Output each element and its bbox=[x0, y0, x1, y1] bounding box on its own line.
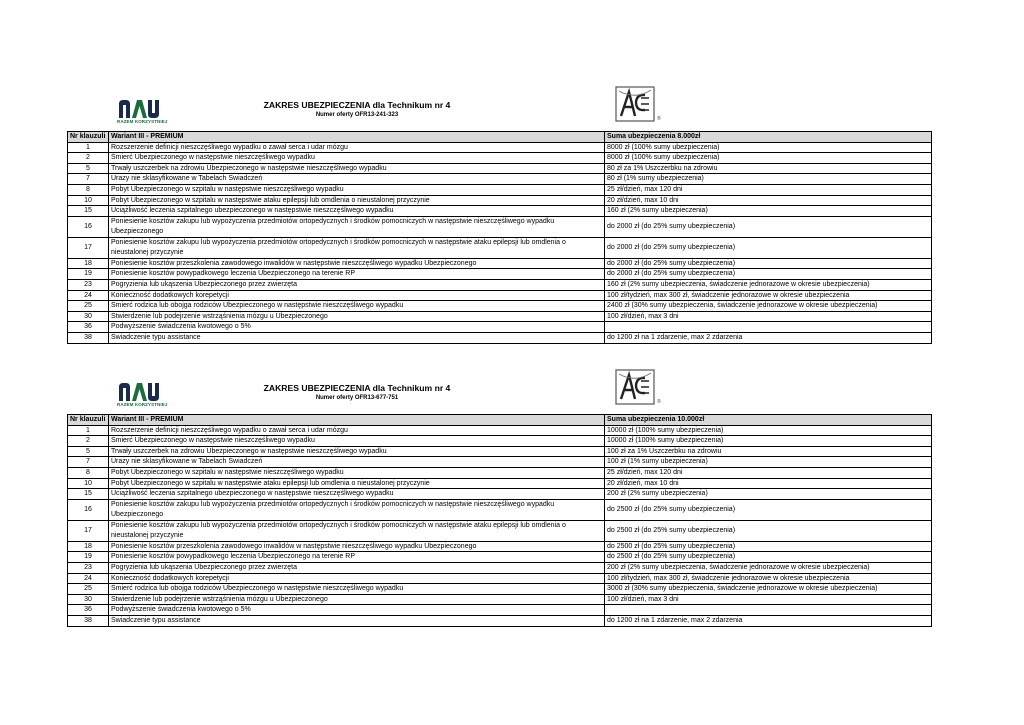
clause-number: 5 bbox=[68, 446, 109, 457]
clause-number: 19 bbox=[68, 269, 109, 280]
table-row bbox=[68, 615, 932, 626]
table-row bbox=[68, 163, 932, 174]
clause-benefit: do 1200 zł na 1 zdarzenie, max 2 zdarzenia bbox=[605, 615, 932, 626]
clause-description: Pogryzienia lub ukąszenia Ubezpieczonego przez zwierzęta bbox=[109, 562, 605, 573]
clause-description: Konieczność dodatkowych korepetycji bbox=[109, 573, 605, 584]
clause-number: 17 bbox=[68, 520, 109, 541]
clause-number: 24 bbox=[68, 573, 109, 584]
clause-benefit: 200 zł (2% sumy ubezpieczenia, świadczenie jednorazowe w okresie ubezpieczenia) bbox=[605, 562, 932, 573]
clause-description: Pobyt Ubezpieczonego w szpitalu w następstwie ataku epilepsji lub omdlenia o nieustalonej przyczynie bbox=[109, 478, 605, 489]
clause-description: Pobyt Ubezpieczonego w szpitalu w następstwie nieszczęśliwego wypadku bbox=[109, 467, 605, 478]
clause-description: Śmierć Ubezpieczonego w następstwie nieszczęśliwego wypadku bbox=[109, 436, 605, 447]
clause-benefit: do 2000 zł (do 25% sumy ubezpieczenia) bbox=[605, 258, 932, 269]
clause-benefit: do 2500 zł (do 25% sumy ubezpieczenia) bbox=[605, 552, 932, 563]
table-row bbox=[68, 594, 932, 605]
table-row bbox=[68, 216, 932, 237]
clause-description: Pogryzienia lub ukąszenia Ubezpieczonego przez zwierzęta bbox=[109, 279, 605, 290]
table-row bbox=[68, 142, 932, 153]
clause-number: 30 bbox=[68, 311, 109, 322]
clause-description: Uciążliwość leczenia szpitalnego ubezpieczonego w następstwie nieszczęśliwego wypadku bbox=[109, 206, 605, 217]
table-row bbox=[68, 195, 932, 206]
clause-description: Uciążliwość leczenia szpitalnego ubezpieczonego w następstwie nieszczęśliwego wypadku bbox=[109, 489, 605, 500]
table-row bbox=[68, 301, 932, 312]
table-row bbox=[68, 541, 932, 552]
title-block bbox=[217, 383, 497, 402]
offer-section-2 bbox=[67, 381, 931, 624]
table-row bbox=[68, 311, 932, 322]
clause-description: Poniesienie kosztów przeszkolenia zawodowego inwalidów w następstwie nieszczęśliwego wypadku Ubezpieczonego bbox=[109, 541, 605, 552]
table-row bbox=[68, 467, 932, 478]
clause-benefit: 100 zł za 1% Uszczerbku na zdrowiu bbox=[605, 446, 932, 457]
clause-number: 7 bbox=[68, 457, 109, 468]
clause-number: 10 bbox=[68, 195, 109, 206]
clause-number: 36 bbox=[68, 322, 109, 333]
clause-number: 1 bbox=[68, 142, 109, 153]
clause-benefit: 100 zł (1% sumy ubezpieczenia) bbox=[605, 457, 932, 468]
table-row bbox=[68, 184, 932, 195]
clause-number: 5 bbox=[68, 163, 109, 174]
clause-number: 8 bbox=[68, 467, 109, 478]
clause-benefit: 200 zł (2% sumy ubezpieczenia) bbox=[605, 489, 932, 500]
clause-description: Świadczenie typu assistance bbox=[109, 332, 605, 343]
ace-seal-icon bbox=[615, 86, 655, 122]
clause-description: Urazy nie sklasyfikowane w Tabelach Świadczeń bbox=[109, 457, 605, 468]
table-row bbox=[68, 332, 932, 343]
table-row bbox=[68, 605, 932, 616]
table-row bbox=[68, 258, 932, 269]
clause-benefit bbox=[605, 322, 932, 333]
clause-benefit: do 2500 zł (do 25% sumy ubezpieczenia) bbox=[605, 499, 932, 520]
clause-benefit: 2400 zł (30% sumy ubezpieczenia, świadczenie jednorazowe w okresie ubezpieczenia) bbox=[605, 301, 932, 312]
page-title: ZAKRES UBEZPIECZENIA dla Technikum nr 4 bbox=[263, 100, 451, 110]
clause-number: 15 bbox=[68, 489, 109, 500]
clause-benefit: do 2500 zł (do 25% sumy ubezpieczenia) bbox=[605, 520, 932, 541]
nau-logo bbox=[117, 98, 168, 128]
clause-number: 10 bbox=[68, 478, 109, 489]
clause-benefit: 25 zł/dzień, max 120 dni bbox=[605, 467, 932, 478]
logo-tagline: RAZEM KORZYSTNIEJ bbox=[117, 402, 168, 407]
clause-benefit: do 2000 zł (do 25% sumy ubezpieczenia) bbox=[605, 269, 932, 280]
offer-number: Numer oferty OFR13-241-323 bbox=[315, 112, 399, 118]
table-row bbox=[68, 290, 932, 301]
col-header-nr: Nr klauzuli bbox=[68, 132, 109, 143]
clause-description: Podwyższenie świadczenia kwotowego o 5% bbox=[109, 605, 605, 616]
clause-benefit bbox=[605, 605, 932, 616]
clause-number: 16 bbox=[68, 216, 109, 237]
table-row bbox=[68, 174, 932, 185]
clause-description: Rozszerzenie definicji nieszczęśliwego wypadku o zawał serca i udar mózgu bbox=[109, 142, 605, 153]
clause-number: 2 bbox=[68, 436, 109, 447]
col-header-sum: Suma ubezpieczenia 8.000zł bbox=[605, 132, 932, 143]
clause-description: Stwierdzenie lub podejrzenie wstrząśnienia mózgu u Ubezpieczonego bbox=[109, 594, 605, 605]
clause-number: 24 bbox=[68, 290, 109, 301]
clause-benefit: 160 zł (2% sumy ubezpieczenia) bbox=[605, 206, 932, 217]
clause-description: Poniesienie kosztów powypadkowego leczenia Ubezpieczonego na terenie RP bbox=[109, 552, 605, 563]
clause-description: Poniesienie kosztów powypadkowego leczenia Ubezpieczonego na terenie RP bbox=[109, 269, 605, 280]
clause-description: Poniesienie kosztów przeszkolenia zawodowego inwalidów w następstwie nieszczęśliwego wypadku Ubezpieczonego bbox=[109, 258, 605, 269]
clause-description: Podwyższenie świadczenia kwotowego o 5% bbox=[109, 322, 605, 333]
col-header-nr: Nr klauzuli bbox=[68, 415, 109, 426]
col-header-variant: Wariant III - PREMIUM bbox=[109, 132, 605, 143]
clause-benefit: 80 zł za 1% Uszczerbku na zdrowiu bbox=[605, 163, 932, 174]
clause-benefit: 100 zł/dzień, max 3 dni bbox=[605, 311, 932, 322]
clause-number: 2 bbox=[68, 153, 109, 164]
clause-number: 8 bbox=[68, 184, 109, 195]
table-row bbox=[68, 279, 932, 290]
clause-number: 1 bbox=[68, 425, 109, 436]
table-header-row bbox=[68, 415, 932, 426]
clause-number: 16 bbox=[68, 499, 109, 520]
clause-benefit: 25 zł/dzień, max 120 dni bbox=[605, 184, 932, 195]
table-header-row bbox=[68, 132, 932, 143]
registered-mark: ® bbox=[657, 116, 661, 122]
clause-number: 36 bbox=[68, 605, 109, 616]
table-row bbox=[68, 499, 932, 520]
clause-benefit: do 2000 zł (do 25% sumy ubezpieczenia) bbox=[605, 237, 932, 258]
clause-benefit: do 2500 zł (do 25% sumy ubezpieczenia) bbox=[605, 541, 932, 552]
clause-benefit: 3000 zł (30% sumy ubezpieczenia, świadczenie jednorazowe w okresie ubezpieczenia) bbox=[605, 584, 932, 595]
clause-number: 23 bbox=[68, 562, 109, 573]
clause-description: Śmierć rodzica lub obojga rodziców Ubezpieczonego w następstwie nieszczęśliwego wypadku bbox=[109, 584, 605, 595]
col-header-variant: Wariant III - PREMIUM bbox=[109, 415, 605, 426]
table-row bbox=[68, 584, 932, 595]
registered-mark: ® bbox=[657, 399, 661, 405]
clause-benefit: 20 zł/dzień, max 10 dni bbox=[605, 195, 932, 206]
table-row bbox=[68, 322, 932, 333]
clause-number: 19 bbox=[68, 552, 109, 563]
title-block bbox=[217, 100, 497, 119]
clause-benefit: 100 zł/tydzień, max 300 zł, świadczenie jednorazowe w okresie ubezpieczenia bbox=[605, 573, 932, 584]
clause-number: 23 bbox=[68, 279, 109, 290]
clause-number: 25 bbox=[68, 301, 109, 312]
table-row bbox=[68, 552, 932, 563]
clause-benefit: 100 zł/dzień, max 3 dni bbox=[605, 594, 932, 605]
clause-number: 18 bbox=[68, 258, 109, 269]
col-header-sum: Suma ubezpieczenia 10.000zł bbox=[605, 415, 932, 426]
clause-number: 38 bbox=[68, 332, 109, 343]
clause-description: Poniesienie kosztów zakupu lub wypożyczenia przedmiotów ortopedycznych i środków pomocniczych w następstwie ataku epilepsji lub omdlenia o nieustalonej przyczynie bbox=[109, 520, 605, 541]
clause-benefit: 8000 zł (100% sumy ubezpieczenia) bbox=[605, 142, 932, 153]
clause-description: Poniesienie kosztów zakupu lub wypożyczenia przedmiotów ortopedycznych i środków pomocniczych w następstwie nieszczęśliwego wypadku Ubezpieczonego bbox=[109, 216, 605, 237]
coverage-table bbox=[67, 414, 932, 627]
nau-logo bbox=[117, 381, 168, 411]
clause-description: Pobyt Ubezpieczonego w szpitalu w następstwie ataku epilepsji lub omdlenia o nieustalonej przyczynie bbox=[109, 195, 605, 206]
clause-description: Trwały uszczerbek na zdrowiu Ubezpieczonego w następstwie nieszczęśliwego wypadku bbox=[109, 446, 605, 457]
clause-number: 7 bbox=[68, 174, 109, 185]
table-row bbox=[68, 153, 932, 164]
coverage-table bbox=[67, 131, 932, 344]
clause-description: Śmierć rodzica lub obojga rodziców Ubezpieczonego w następstwie nieszczęśliwego wypadku bbox=[109, 301, 605, 312]
table-row bbox=[68, 562, 932, 573]
clause-benefit: 80 zł (1% sumy ubezpieczenia) bbox=[605, 174, 932, 185]
clause-number: 30 bbox=[68, 594, 109, 605]
clause-number: 17 bbox=[68, 237, 109, 258]
clause-description: Konieczność dodatkowych korepetycji bbox=[109, 290, 605, 301]
table-row bbox=[68, 489, 932, 500]
clause-description: Pobyt Ubezpieczonego w szpitalu w następstwie nieszczęśliwego wypadku bbox=[109, 184, 605, 195]
clause-benefit: 100 zł/tydzień, max 300 zł, świadczenie jednorazowe w okresie ubezpieczenia bbox=[605, 290, 932, 301]
table-row bbox=[68, 478, 932, 489]
section-header bbox=[67, 381, 931, 413]
table-row bbox=[68, 237, 932, 258]
offer-section-1 bbox=[67, 98, 931, 341]
clause-description: Świadczenie typu assistance bbox=[109, 615, 605, 626]
clause-description: Rozszerzenie definicji nieszczęśliwego wypadku o zawał serca i udar mózgu bbox=[109, 425, 605, 436]
clause-description: Trwały uszczerbek na zdrowiu Ubezpieczonego w następstwie nieszczęśliwego wypadku bbox=[109, 163, 605, 174]
table-row bbox=[68, 206, 932, 217]
table-row bbox=[68, 573, 932, 584]
clause-number: 18 bbox=[68, 541, 109, 552]
section-header bbox=[67, 98, 931, 130]
page-title: ZAKRES UBEZPIECZENIA dla Technikum nr 4 bbox=[263, 383, 451, 393]
clause-description: Poniesienie kosztów zakupu lub wypożyczenia przedmiotów ortopedycznych i środków pomocniczych w następstwie ataku epilepsji lub omdlenia o nieustalonej przyczynie bbox=[109, 237, 605, 258]
clause-benefit: do 1200 zł na 1 zdarzenie, max 2 zdarzenia bbox=[605, 332, 932, 343]
ace-seal-icon bbox=[615, 369, 655, 405]
clause-benefit: 8000 zł (100% sumy ubezpieczenia) bbox=[605, 153, 932, 164]
clause-description: Stwierdzenie lub podejrzenie wstrząśnienia mózgu u Ubezpieczonego bbox=[109, 311, 605, 322]
table-row bbox=[68, 457, 932, 468]
clause-benefit: do 2000 zł (do 25% sumy ubezpieczenia) bbox=[605, 216, 932, 237]
table-row bbox=[68, 425, 932, 436]
clause-description: Poniesienie kosztów zakupu lub wypożyczenia przedmiotów ortopedycznych i środków pomocniczych w następstwie nieszczęśliwego wypadku Ubezpieczonego bbox=[109, 499, 605, 520]
clause-description: Urazy nie sklasyfikowane w Tabelach Świadczeń bbox=[109, 174, 605, 185]
clause-number: 38 bbox=[68, 615, 109, 626]
clause-benefit: 20 zł/dzień, max 10 dni bbox=[605, 478, 932, 489]
clause-benefit: 10000 zł (100% sumy ubezpieczenia) bbox=[605, 425, 932, 436]
table-row bbox=[68, 446, 932, 457]
table-row bbox=[68, 269, 932, 280]
clause-description: Śmierć Ubezpieczonego w następstwie nieszczęśliwego wypadku bbox=[109, 153, 605, 164]
clause-number: 25 bbox=[68, 584, 109, 595]
logo-tagline: RAZEM KORZYSTNIEJ bbox=[117, 119, 168, 124]
offer-number: Numer oferty OFR13-677-751 bbox=[315, 395, 399, 401]
table-row bbox=[68, 436, 932, 447]
table-row bbox=[68, 520, 932, 541]
clause-benefit: 10000 zł (100% sumy ubezpieczenia) bbox=[605, 436, 932, 447]
clause-number: 15 bbox=[68, 206, 109, 217]
clause-benefit: 160 zł (2% sumy ubezpieczenia, świadczenie jednorazowe w okresie ubezpieczenia) bbox=[605, 279, 932, 290]
